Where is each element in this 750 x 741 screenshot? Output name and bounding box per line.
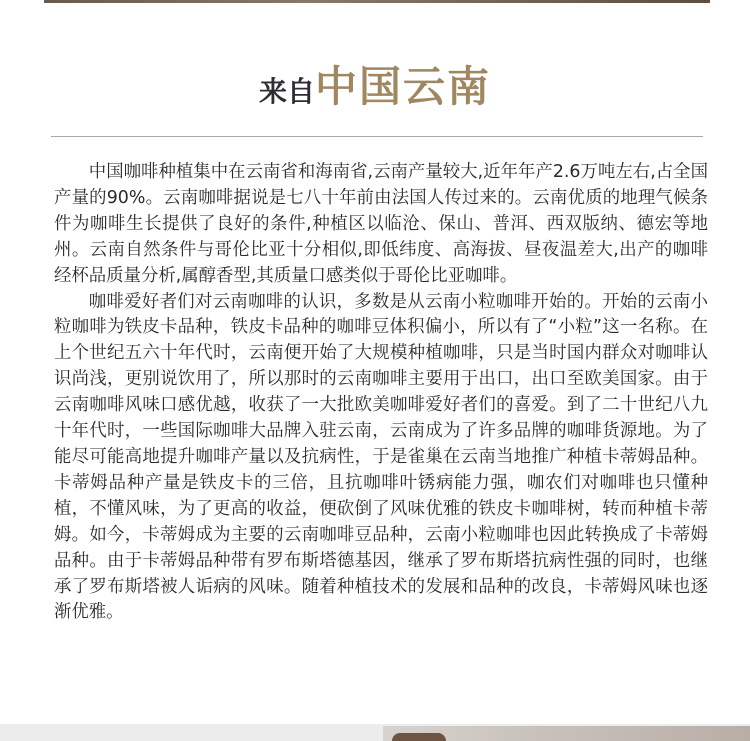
- paragraph-history: 咖啡爱好者们对云南咖啡的认识，多数是从云南小粒咖啡开始的。开始的云南小粒咖啡为铁皮卡品种，铁皮卡品种的咖啡豆体积偏小，所以有了“小粒”这一名称。在上个世纪五六十年代时，云南便开始了大规模种植咖啡，只是当时国内群众对咖啡认识尚浅，更别说饮用了，所以那时的云南咖啡主要用于出口，出口至欧美国家。由于云南咖啡风味口感优越，收获了一大批欧美咖啡爱好者们的喜爱。到了二十世纪八九十年代时，一些国际咖啡大品牌入驻云南，云南成为了许多品牌的咖啡货源地。为了能尽可能高地提升咖啡产量以及抗病性，于是雀巢在云南当地推广种植卡蒂姆品种。卡蒂姆品种产量是铁皮卡的三倍，且抗咖啡叶锈病能力强，咖农们对咖啡也只懂种植，不懂风味，为了更高的收益，便砍倒了风味优雅的铁皮卡咖啡树，转而种植卡蒂姆。如今，卡蒂姆成为主要的云南咖啡豆品种，云南小粒咖啡也因此转换成了卡蒂姆品种。由于卡蒂姆品种带有罗布斯塔德基因，继承了罗布斯塔抗病性强的同时，也继承了罗布斯塔被人诟病的风味。随着种植技术的发展和品种的改良，卡蒂姆风味也逐渐优雅。: [54, 291, 708, 623]
- article-body: [54, 160, 708, 626]
- paragraph-origin: 中国咖啡种植集中在云南省和海南省,云南产量较大,近年年产2.6万吨左右,占全国产量的90%。云南咖啡据说是七八十年前由法国人传过来的。云南优质的地理气候条件为咖啡生长提供了良好的条件,种植区以临沧、保山、普洱、西双版纳、德宏等地州。云南自然条件与哥伦比亚十分相似,即低纬度、高海拔、昼夜温差大,出产的咖啡经杯品质量分析,属醇香型,其质量口感类似于哥伦比亚咖啡。: [54, 162, 708, 286]
- heading-main: 中国云南: [315, 62, 492, 111]
- heading-prefix: 来自: [258, 75, 315, 108]
- heading-divider: [51, 136, 703, 137]
- top-photo-edge: [44, 0, 710, 3]
- section-heading: [0, 54, 750, 114]
- coffee-cup-image: [392, 733, 446, 741]
